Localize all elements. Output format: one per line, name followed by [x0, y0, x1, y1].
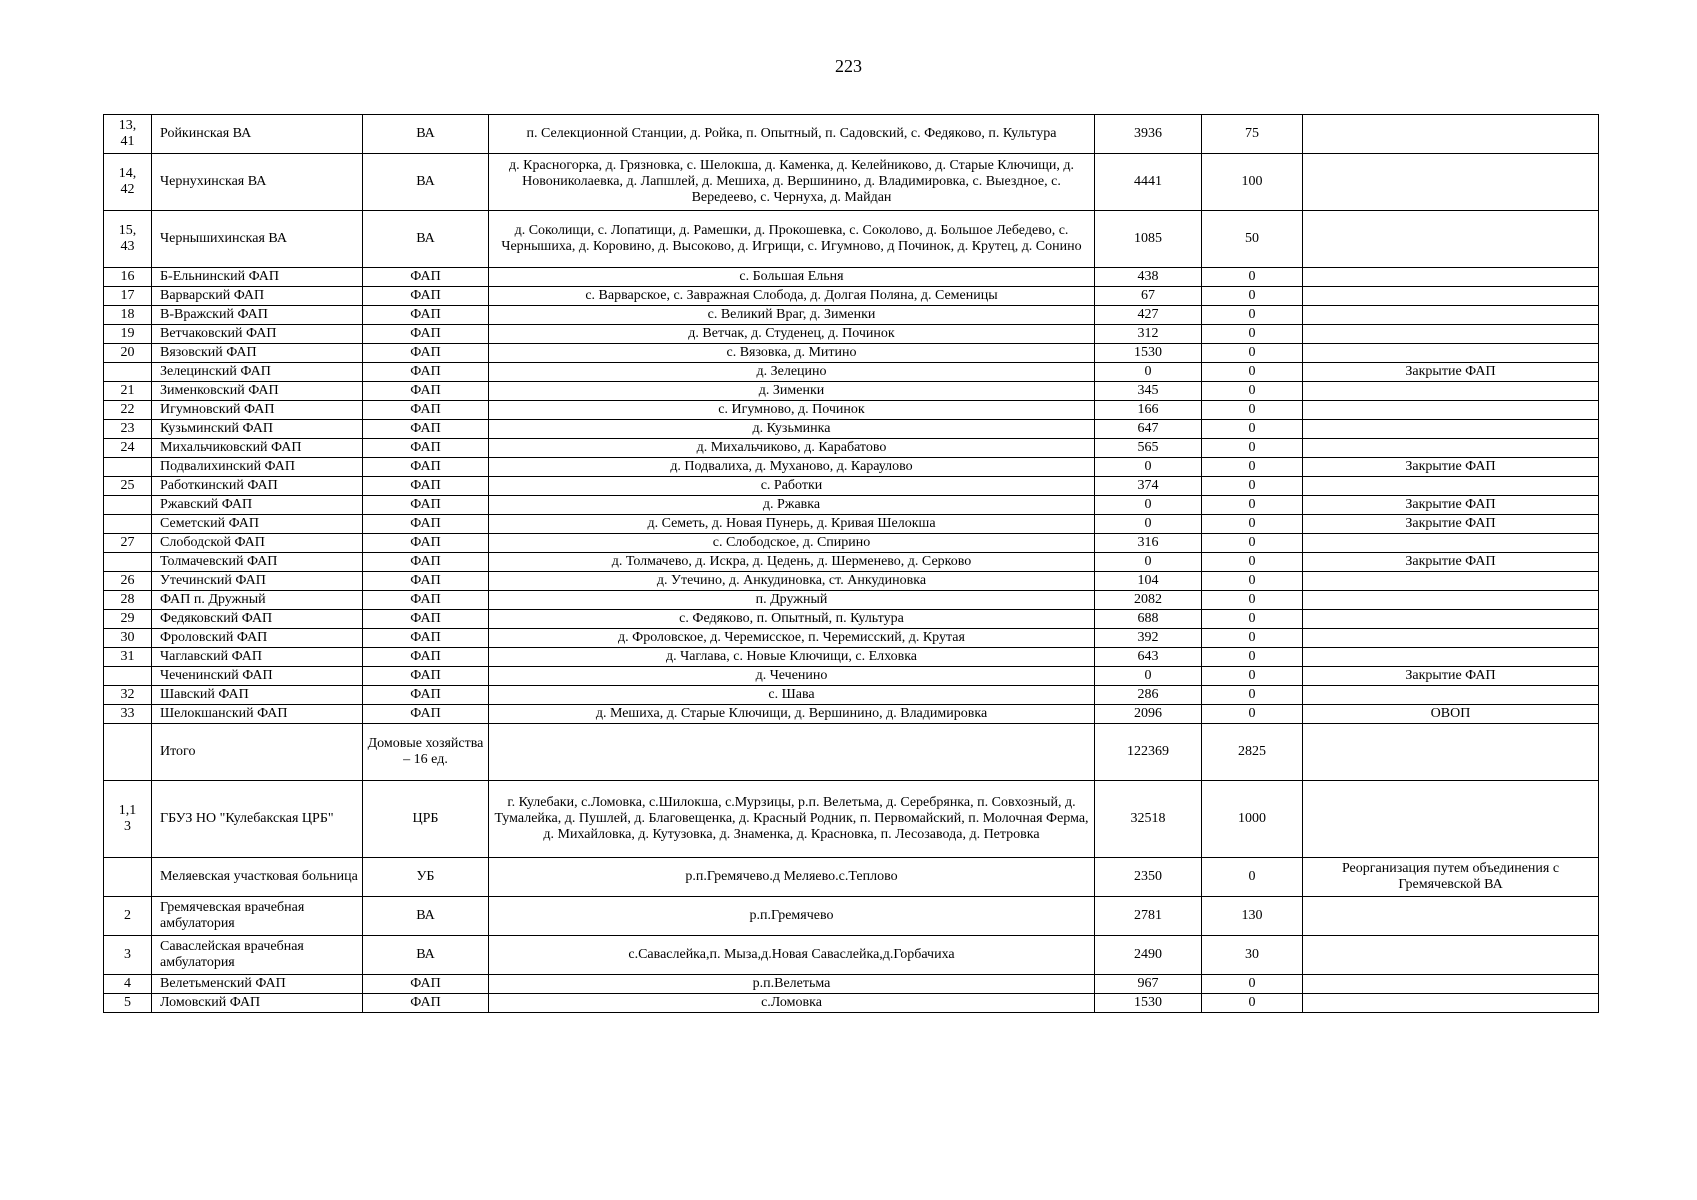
facility-type-cell: ФАП — [363, 686, 489, 705]
facility-type-cell: ФАП — [363, 994, 489, 1013]
note-cell — [1303, 344, 1599, 363]
population-cell: 2781 — [1095, 897, 1202, 936]
note-cell: Закрытие ФАП — [1303, 515, 1599, 534]
service-area-cell: с. Вязовка, д. Митино — [489, 344, 1095, 363]
note-cell: ОВОП — [1303, 705, 1599, 724]
beds-cell: 50 — [1202, 211, 1303, 268]
facility-type-cell: ФАП — [363, 382, 489, 401]
row-number-cell — [104, 667, 152, 686]
note-cell — [1303, 994, 1599, 1013]
beds-cell: 0 — [1202, 268, 1303, 287]
facility-name-cell: Шелокшанский ФАП — [152, 705, 363, 724]
population-cell: 316 — [1095, 534, 1202, 553]
facility-name-cell: Фроловский ФАП — [152, 629, 363, 648]
service-area-cell: с. Большая Ельня — [489, 268, 1095, 287]
note-cell — [1303, 420, 1599, 439]
note-cell — [1303, 781, 1599, 858]
facility-name-cell: Федяковский ФАП — [152, 610, 363, 629]
beds-cell: 0 — [1202, 994, 1303, 1013]
population-cell: 647 — [1095, 420, 1202, 439]
facility-type-cell: ФАП — [363, 610, 489, 629]
facility-name-cell: Шавский ФАП — [152, 686, 363, 705]
facility-name-cell: Чернышихинская ВА — [152, 211, 363, 268]
table-row — [104, 724, 1599, 781]
note-cell — [1303, 975, 1599, 994]
facility-type-cell: ФАП — [363, 496, 489, 515]
table-row — [104, 781, 1599, 858]
table-row — [104, 154, 1599, 211]
facility-name-cell: Б-Ельнинский ФАП — [152, 268, 363, 287]
facility-type-cell: ФАП — [363, 287, 489, 306]
service-area-cell: д. Зелецино — [489, 363, 1095, 382]
note-cell — [1303, 154, 1599, 211]
facility-type-cell: ФАП — [363, 477, 489, 496]
table-row — [104, 344, 1599, 363]
beds-cell: 0 — [1202, 496, 1303, 515]
population-cell: 312 — [1095, 325, 1202, 344]
row-number-cell: 33 — [104, 705, 152, 724]
table-row — [104, 648, 1599, 667]
facility-name-cell: В-Вражский ФАП — [152, 306, 363, 325]
population-cell: 2490 — [1095, 936, 1202, 975]
service-area-cell: с. Слободское, д. Спирино — [489, 534, 1095, 553]
beds-cell: 0 — [1202, 306, 1303, 325]
facility-type-cell: ФАП — [363, 705, 489, 724]
service-area-cell: д. Семеть, д. Новая Пунерь, д. Кривая Шелокша — [489, 515, 1095, 534]
population-cell: 374 — [1095, 477, 1202, 496]
note-cell — [1303, 534, 1599, 553]
population-cell: 0 — [1095, 515, 1202, 534]
beds-cell: 0 — [1202, 686, 1303, 705]
population-cell: 427 — [1095, 306, 1202, 325]
table-row — [104, 401, 1599, 420]
beds-cell: 0 — [1202, 858, 1303, 897]
population-cell: 286 — [1095, 686, 1202, 705]
population-cell: 0 — [1095, 496, 1202, 515]
beds-cell: 0 — [1202, 363, 1303, 382]
facility-type-cell: ФАП — [363, 420, 489, 439]
row-number-cell — [104, 363, 152, 382]
service-area-cell: с. Великий Враг, д. Зименки — [489, 306, 1095, 325]
beds-cell: 0 — [1202, 344, 1303, 363]
facility-type-cell: ФАП — [363, 591, 489, 610]
facility-name-cell: Чаглавский ФАП — [152, 648, 363, 667]
population-cell: 1530 — [1095, 344, 1202, 363]
population-cell: 166 — [1095, 401, 1202, 420]
facility-type-cell: ФАП — [363, 975, 489, 994]
beds-cell: 75 — [1202, 115, 1303, 154]
note-cell: Закрытие ФАП — [1303, 553, 1599, 572]
facility-name-cell: Ройкинская ВА — [152, 115, 363, 154]
beds-cell: 130 — [1202, 897, 1303, 936]
row-number-cell: 17 — [104, 287, 152, 306]
population-cell: 0 — [1095, 458, 1202, 477]
service-area-cell: с.Ломовка — [489, 994, 1095, 1013]
beds-cell: 0 — [1202, 382, 1303, 401]
note-cell: Закрытие ФАП — [1303, 496, 1599, 515]
row-number-cell: 21 — [104, 382, 152, 401]
facility-type-cell: ФАП — [363, 439, 489, 458]
note-cell — [1303, 629, 1599, 648]
facility-type-cell: ВА — [363, 897, 489, 936]
facility-name-cell: ГБУЗ НО "Кулебакская ЦРБ" — [152, 781, 363, 858]
facility-name-cell: Подвалихинский ФАП — [152, 458, 363, 477]
service-area-cell: с. Варварское, с. Завражная Слобода, д. Долгая Поляна, д. Семеницы — [489, 287, 1095, 306]
population-cell: 688 — [1095, 610, 1202, 629]
note-cell — [1303, 439, 1599, 458]
facility-name-cell: Михальчиковский ФАП — [152, 439, 363, 458]
note-cell: Закрытие ФАП — [1303, 667, 1599, 686]
row-number-cell: 29 — [104, 610, 152, 629]
facility-type-cell: ФАП — [363, 268, 489, 287]
table-row — [104, 382, 1599, 401]
table-row — [104, 325, 1599, 344]
row-number-cell: 3 — [104, 936, 152, 975]
facility-name-cell: Чернухинская ВА — [152, 154, 363, 211]
population-cell: 3936 — [1095, 115, 1202, 154]
service-area-cell: д. Мешиха, д. Старые Ключищи, д. Вершинино, д. Владимировка — [489, 705, 1095, 724]
note-cell — [1303, 572, 1599, 591]
facility-type-cell: ФАП — [363, 458, 489, 477]
service-area-cell: д. Утечино, д. Анкудиновка, ст. Анкудиновка — [489, 572, 1095, 591]
service-area-cell: д. Подвалиха, д. Муханово, д. Караулово — [489, 458, 1095, 477]
population-cell: 0 — [1095, 667, 1202, 686]
service-area-cell: р.п.Велетьма — [489, 975, 1095, 994]
population-cell: 2350 — [1095, 858, 1202, 897]
note-cell — [1303, 648, 1599, 667]
service-area-cell: д. Толмачево, д. Искра, д. Цедень, д. Шерменево, д. Серково — [489, 553, 1095, 572]
table-row — [104, 496, 1599, 515]
facility-type-cell: ВА — [363, 154, 489, 211]
facility-name-cell: Ветчаковский ФАП — [152, 325, 363, 344]
table-row — [104, 705, 1599, 724]
service-area-cell: д. Фроловское, д. Черемисское, п. Черемисский, д. Крутая — [489, 629, 1095, 648]
population-cell: 345 — [1095, 382, 1202, 401]
beds-cell: 0 — [1202, 705, 1303, 724]
row-number-cell: 22 — [104, 401, 152, 420]
table-row — [104, 686, 1599, 705]
beds-cell: 0 — [1202, 591, 1303, 610]
service-area-cell: д. Ветчак, д. Студенец, д. Починок — [489, 325, 1095, 344]
note-cell — [1303, 724, 1599, 781]
population-cell: 2096 — [1095, 705, 1202, 724]
row-number-cell: 27 — [104, 534, 152, 553]
facility-type-cell: ФАП — [363, 363, 489, 382]
facility-type-cell: ВА — [363, 211, 489, 268]
table-row — [104, 268, 1599, 287]
facility-type-cell: ЦРБ — [363, 781, 489, 858]
row-number-cell — [104, 724, 152, 781]
population-cell: 32518 — [1095, 781, 1202, 858]
table-row — [104, 439, 1599, 458]
note-cell — [1303, 211, 1599, 268]
population-cell: 0 — [1095, 553, 1202, 572]
facility-type-cell: ФАП — [363, 629, 489, 648]
page-number: 223 — [835, 56, 862, 76]
table-row — [104, 610, 1599, 629]
row-number-cell: 19 — [104, 325, 152, 344]
facility-type-cell: ФАП — [363, 667, 489, 686]
population-cell: 67 — [1095, 287, 1202, 306]
note-cell — [1303, 591, 1599, 610]
facility-name-cell: Вязовский ФАП — [152, 344, 363, 363]
note-cell: Закрытие ФАП — [1303, 458, 1599, 477]
facility-type-cell: ФАП — [363, 515, 489, 534]
population-cell: 2082 — [1095, 591, 1202, 610]
row-number-cell — [104, 553, 152, 572]
service-area-cell: д. Кузьминка — [489, 420, 1095, 439]
table-row — [104, 591, 1599, 610]
facility-name-cell: Семетский ФАП — [152, 515, 363, 534]
row-number-cell — [104, 515, 152, 534]
facility-type-cell: ФАП — [363, 344, 489, 363]
beds-cell: 30 — [1202, 936, 1303, 975]
beds-cell: 0 — [1202, 325, 1303, 344]
facility-name-cell: Игумновский ФАП — [152, 401, 363, 420]
table-row — [104, 975, 1599, 994]
service-area-cell: д. Чеченино — [489, 667, 1095, 686]
note-cell — [1303, 686, 1599, 705]
row-number-cell: 4 — [104, 975, 152, 994]
row-number-cell: 23 — [104, 420, 152, 439]
row-number-cell: 13, 41 — [104, 115, 152, 154]
service-area-cell: г. Кулебаки, с.Ломовка, с.Шилокша, с.Мурзицы, р.п. Велетьма, д. Серебрянка, п. Совхозный, д. Тумалейка, д. Пушлей, д. Благовещенка, д. Красный Родник, п. Первомайский, п. Молочная Ферма, д. Михайловка, д. Кутузовка, д. Знаменка, д. Красновка, п. Лесозавода, д. Петровка — [489, 781, 1095, 858]
service-area-cell: п. Дружный — [489, 591, 1095, 610]
note-cell — [1303, 268, 1599, 287]
service-area-cell: п. Селекционной Станции, д. Ройка, п. Опытный, п. Садовский, с. Федяково, п. Культура — [489, 115, 1095, 154]
row-number-cell: 20 — [104, 344, 152, 363]
beds-cell: 0 — [1202, 975, 1303, 994]
population-cell: 4441 — [1095, 154, 1202, 211]
table-row — [104, 572, 1599, 591]
service-area-cell: р.п.Гремячево.д Меляево.с.Теплово — [489, 858, 1095, 897]
facility-type-cell: ФАП — [363, 306, 489, 325]
facilities-table — [103, 114, 1599, 1013]
service-area-cell: д. Зименки — [489, 382, 1095, 401]
population-cell: 565 — [1095, 439, 1202, 458]
service-area-cell: р.п.Гремячево — [489, 897, 1095, 936]
facility-type-cell: ВА — [363, 936, 489, 975]
table-row — [104, 534, 1599, 553]
facility-name-cell: Чеченинский ФАП — [152, 667, 363, 686]
facility-type-cell: Домовые хозяйства – 16 ед. — [363, 724, 489, 781]
facility-type-cell: ФАП — [363, 572, 489, 591]
table-row — [104, 629, 1599, 648]
facility-name-cell: Ломовский ФАП — [152, 994, 363, 1013]
table-row — [104, 458, 1599, 477]
facility-name-cell: Слободской ФАП — [152, 534, 363, 553]
service-area-cell: д. Красногорка, д. Грязновка, с. Шелокша, д. Каменка, д. Келейниково, д. Старые Ключищи, д. Новониколаевка, д. Лапшлей, д. Мешиха, д. Вершинино, д. Владимировка, с. Выездное, с. Вередеево, с. Чернуха, д. Майдан — [489, 154, 1095, 211]
service-area-cell: с. Работки — [489, 477, 1095, 496]
table-row — [104, 306, 1599, 325]
row-number-cell: 2 — [104, 897, 152, 936]
facility-name-cell: Велетьменский ФАП — [152, 975, 363, 994]
note-cell — [1303, 401, 1599, 420]
table-row — [104, 115, 1599, 154]
row-number-cell: 25 — [104, 477, 152, 496]
population-cell: 104 — [1095, 572, 1202, 591]
beds-cell: 1000 — [1202, 781, 1303, 858]
row-number-cell: 32 — [104, 686, 152, 705]
service-area-cell — [489, 724, 1095, 781]
service-area-cell: д. Чаглава, с. Новые Ключищи, с. Елховка — [489, 648, 1095, 667]
note-cell — [1303, 325, 1599, 344]
facility-type-cell: УБ — [363, 858, 489, 897]
facility-name-cell: Толмачевский ФАП — [152, 553, 363, 572]
table-row — [104, 897, 1599, 936]
service-area-cell: с. Игумново, д. Починок — [489, 401, 1095, 420]
row-number-cell: 1,1 3 — [104, 781, 152, 858]
service-area-cell: с. Федяково, п. Опытный, п. Культура — [489, 610, 1095, 629]
row-number-cell: 18 — [104, 306, 152, 325]
note-cell — [1303, 382, 1599, 401]
facility-type-cell: ФАП — [363, 325, 489, 344]
table-row — [104, 515, 1599, 534]
population-cell: 438 — [1095, 268, 1202, 287]
service-area-cell: д. Михальчиково, д. Карабатово — [489, 439, 1095, 458]
beds-cell: 0 — [1202, 287, 1303, 306]
table-row — [104, 553, 1599, 572]
facility-type-cell: ФАП — [363, 534, 489, 553]
note-cell — [1303, 610, 1599, 629]
beds-cell: 0 — [1202, 667, 1303, 686]
facility-name-cell: Работкинский ФАП — [152, 477, 363, 496]
facility-name-cell: ФАП п. Дружный — [152, 591, 363, 610]
facility-type-cell: ВА — [363, 115, 489, 154]
population-cell: 392 — [1095, 629, 1202, 648]
beds-cell: 0 — [1202, 401, 1303, 420]
row-number-cell: 30 — [104, 629, 152, 648]
service-area-cell: с.Саваслейка,п. Мыза,д.Новая Саваслейка,д.Горбачиха — [489, 936, 1095, 975]
beds-cell: 0 — [1202, 420, 1303, 439]
facility-name-cell: Саваслейская врачебная амбулатория — [152, 936, 363, 975]
facility-type-cell: ФАП — [363, 553, 489, 572]
beds-cell: 0 — [1202, 458, 1303, 477]
row-number-cell — [104, 858, 152, 897]
row-number-cell: 15, 43 — [104, 211, 152, 268]
table-row — [104, 287, 1599, 306]
row-number-cell — [104, 496, 152, 515]
beds-cell: 0 — [1202, 534, 1303, 553]
population-cell: 1085 — [1095, 211, 1202, 268]
note-cell — [1303, 477, 1599, 496]
note-cell: Реорганизация путем объединения с Гремячевской ВА — [1303, 858, 1599, 897]
row-number-cell — [104, 458, 152, 477]
table-row — [104, 994, 1599, 1013]
table-row — [104, 363, 1599, 382]
beds-cell: 100 — [1202, 154, 1303, 211]
facility-name-cell: Ржавский ФАП — [152, 496, 363, 515]
row-number-cell: 28 — [104, 591, 152, 610]
note-cell — [1303, 936, 1599, 975]
beds-cell: 0 — [1202, 629, 1303, 648]
facility-name-cell: Зименковский ФАП — [152, 382, 363, 401]
beds-cell: 0 — [1202, 439, 1303, 458]
population-cell: 1530 — [1095, 994, 1202, 1013]
facility-name-cell: Утечинский ФАП — [152, 572, 363, 591]
population-cell: 122369 — [1095, 724, 1202, 781]
note-cell — [1303, 897, 1599, 936]
beds-cell: 0 — [1202, 553, 1303, 572]
table-row — [104, 477, 1599, 496]
table-row — [104, 667, 1599, 686]
table-row — [104, 420, 1599, 439]
beds-cell: 0 — [1202, 648, 1303, 667]
row-number-cell: 26 — [104, 572, 152, 591]
row-number-cell: 5 — [104, 994, 152, 1013]
beds-cell: 2825 — [1202, 724, 1303, 781]
facility-name-cell: Меляевская участковая больница — [152, 858, 363, 897]
facility-name-cell: Кузьминский ФАП — [152, 420, 363, 439]
beds-cell: 0 — [1202, 610, 1303, 629]
facility-type-cell: ФАП — [363, 401, 489, 420]
facility-name-cell: Варварский ФАП — [152, 287, 363, 306]
beds-cell: 0 — [1202, 572, 1303, 591]
table-row — [104, 858, 1599, 897]
row-number-cell: 24 — [104, 439, 152, 458]
service-area-cell: д. Соколищи, с. Лопатищи, д. Рамешки, д. Прокошевка, с. Соколово, д. Большое Лебедево, с. Чернышиха, д. Коровино, д. Высоково, д. Игрищи, с. Игумново, д Починок, д. Крутец, д. Сонино — [489, 211, 1095, 268]
service-area-cell: д. Ржавка — [489, 496, 1095, 515]
note-cell: Закрытие ФАП — [1303, 363, 1599, 382]
table-row — [104, 936, 1599, 975]
population-cell: 967 — [1095, 975, 1202, 994]
row-number-cell: 16 — [104, 268, 152, 287]
facility-name-cell: Зелецинский ФАП — [152, 363, 363, 382]
population-cell: 0 — [1095, 363, 1202, 382]
population-cell: 643 — [1095, 648, 1202, 667]
row-number-cell: 31 — [104, 648, 152, 667]
beds-cell: 0 — [1202, 515, 1303, 534]
note-cell — [1303, 306, 1599, 325]
table-row — [104, 211, 1599, 268]
facility-type-cell: ФАП — [363, 648, 489, 667]
note-cell — [1303, 115, 1599, 154]
beds-cell: 0 — [1202, 477, 1303, 496]
facility-name-cell: Гремячевская врачебная амбулатория — [152, 897, 363, 936]
service-area-cell: с. Шава — [489, 686, 1095, 705]
note-cell — [1303, 287, 1599, 306]
row-number-cell: 14, 42 — [104, 154, 152, 211]
facility-name-cell: Итого — [152, 724, 363, 781]
